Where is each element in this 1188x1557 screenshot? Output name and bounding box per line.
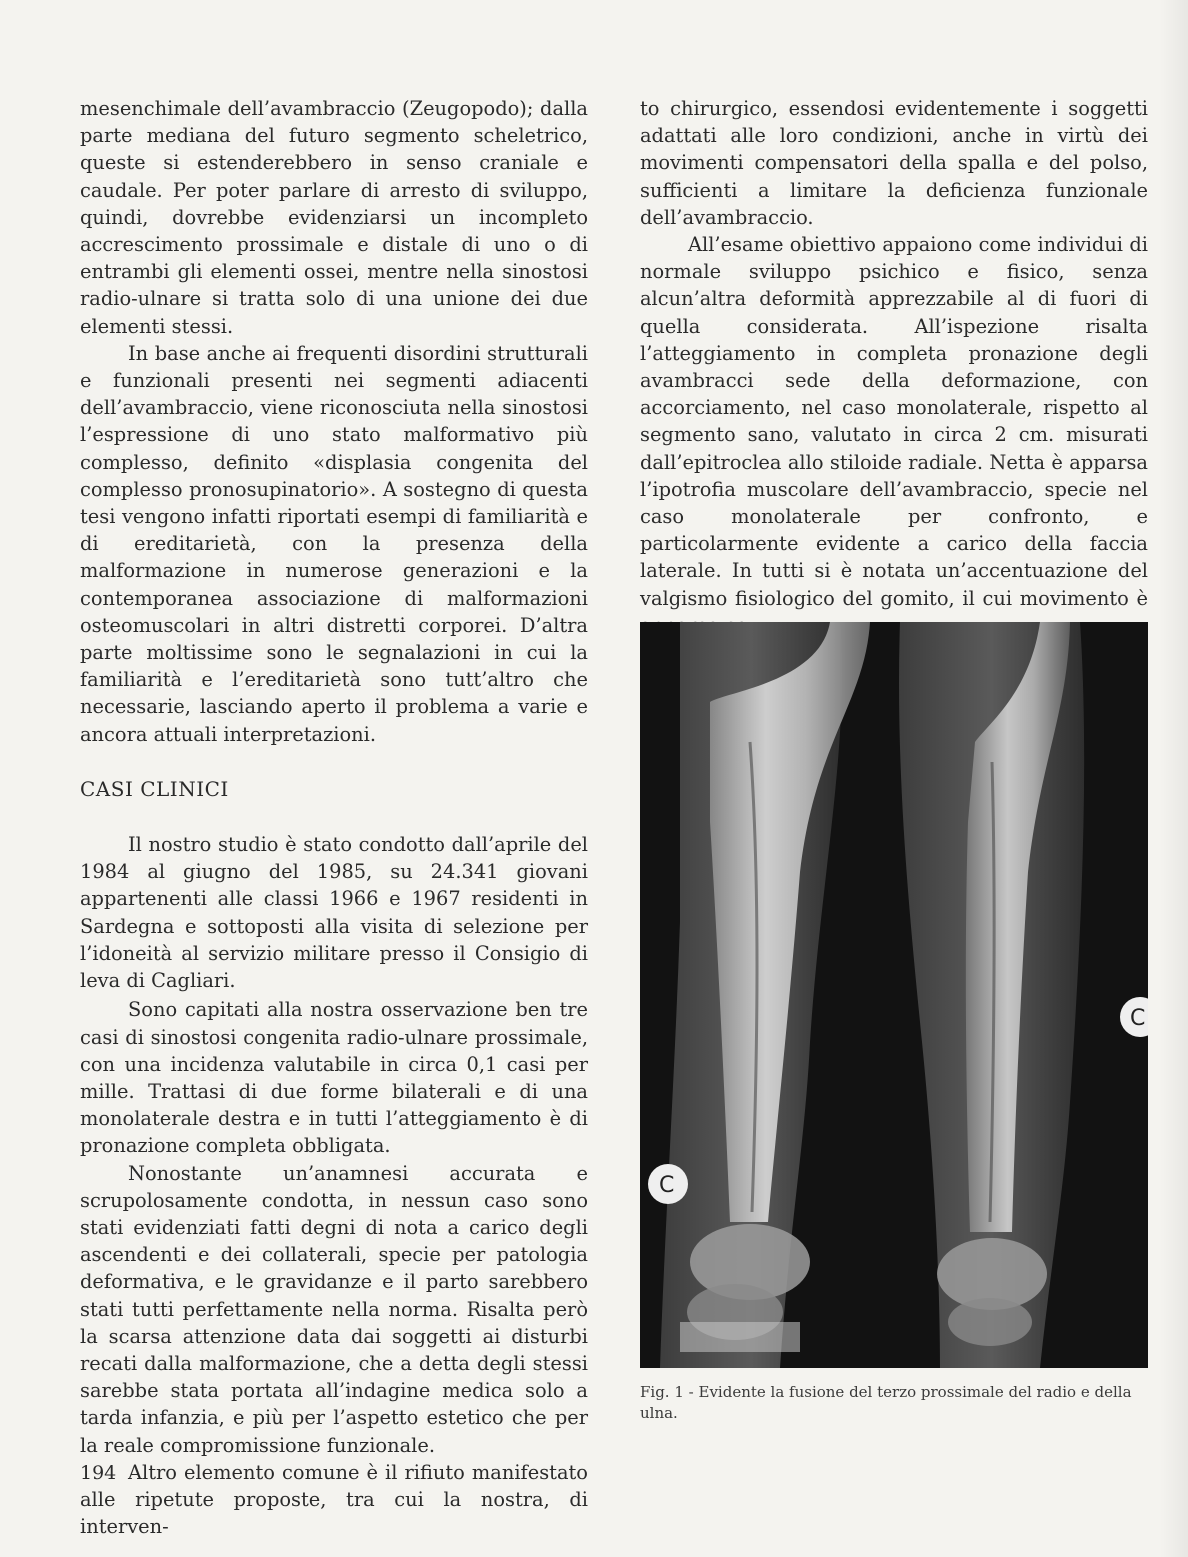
paragraph: Nonostante un’anamnesi accurata e scrupolosamente condotta, in nessun caso sono stati evidenziati fatti degni di nota a carico degli ascendenti e dei collaterali, specie per patologia deformativa, e le gravidanze e il parto sarebbero stati tutti perfettamente nella norma. Risalta però la scarsa attenzione data dai soggetti ai disturbi recati dalla malformazione, che a detta degli stessi sarebbe stata portata all’indagine medica solo a tarda infanzia, e più per l’aspetto estetico che per la reale compromissione funzionale. [80, 1161, 588, 1457]
svg-text:C: C [659, 1173, 675, 1198]
paragraph: to chirurgico, essendosi evidentemente i soggetti adattati alle loro condizioni, anche in virtù dei movimenti compensatori della spalla e del polso, sufficienti a limitare la deficienza funzionale dell’avambraccio. [640, 97, 1148, 229]
section-heading: CASI CLINICI [80, 776, 229, 801]
paragraph: mesenchimale dell’avambraccio (Zeugopodo); dalla parte mediana del futuro segmento scheletrico, queste si estenderebbero in senso craniale e caudale. Per poter parlare di arresto di sviluppo, quindi, dovrebbe evidenziarsi un incompleto accrescimento prossimale e distale di uno o di entrambi gli elementi ossei, mentre nella sinostosi radio-ulnare si tratta solo di una unione dei due elementi stessi. [80, 97, 588, 338]
paragraph: Il nostro studio è stato condotto dall’aprile del 1984 al giugno del 1985, su 24.341 giovani appartenenti alle classi 1966 e 1967 residenti in Sardegna e sottoposti alla visita di selezione per l’idoneità al servizio militare presso il Consigio di leva di Cagliari. [80, 833, 588, 993]
xray-image [640, 622, 1148, 1368]
svg-text:C: C [1130, 1006, 1146, 1031]
left-column [80, 95, 588, 1540]
page-edge-shadow [1160, 0, 1188, 1557]
paragraph: All’esame obiettivo appaiono come individui di normale sviluppo psichico e fisico, senza alcun’altra deformità apprezzabile al di fuori di quella considerata. All’ispezione risalta l’atteggiamento in completa pronazione degli avambracci sede della deformazione, con accorciamento, nel caso monolaterale, rispetto al segmento sano, valutato in circa 2 cm. misurati dall’epitroclea allo stiloide radiale. Netta è apparsa l’ipotrofia muscolare dell’avambraccio, specie nel caso monolaterale per confronto, e particolarmente evidente a carico della faccia laterale. In tutti si è notata un’accentuazione del valgismo fisiologico del gomito, il cui movimento è [640, 233, 1148, 610]
paragraph: Altro elemento comune è il rifiuto manifestato alle ripetute proposte, tra cui la nostra, di interven- [80, 1460, 588, 1539]
xray-figure [640, 622, 1148, 1368]
right-column [640, 95, 1148, 639]
paragraph: Sono capitati alla nostra osservazione ben tre casi di sinostosi congenita radio-ulnare prossimale, con una incidenza valutabile in circa 0,1 casi per mille. Trattasi di due forme bilaterali e di una monolaterale destra e in tutti l’atteggiamento è di pronazione completa obbligata. [80, 998, 588, 1158]
paragraph: In base anche ai frequenti disordini strutturali e funzionali presenti nei segmenti adiacenti dell’avambraccio, viene riconosciuta nella sinostosi l’espressione di uno stato malformativo più complesso, definito «displasia congenita del complesso pronosupinatorio». A sostegno di questa tesi vengono infatti riportati esempi di familiarità e di ereditarietà, con la presenza della malformazione in numerose generazioni e la contemporanea associazione di malformazioni osteomuscolari in altri distretti corporei. D’altra parte moltissime sono le segnalazioni in cui la familiarità e l’ereditarietà sono tutt’altro che necessarie, lasciando aperto il problema a varie e ancora attuali interpretazioni. [80, 341, 588, 746]
page-number: 194 [80, 1462, 117, 1484]
figure-caption: Fig. 1 - Evidente la fusione del terzo prossimale del radio e della ulna. [640, 1383, 1132, 1422]
